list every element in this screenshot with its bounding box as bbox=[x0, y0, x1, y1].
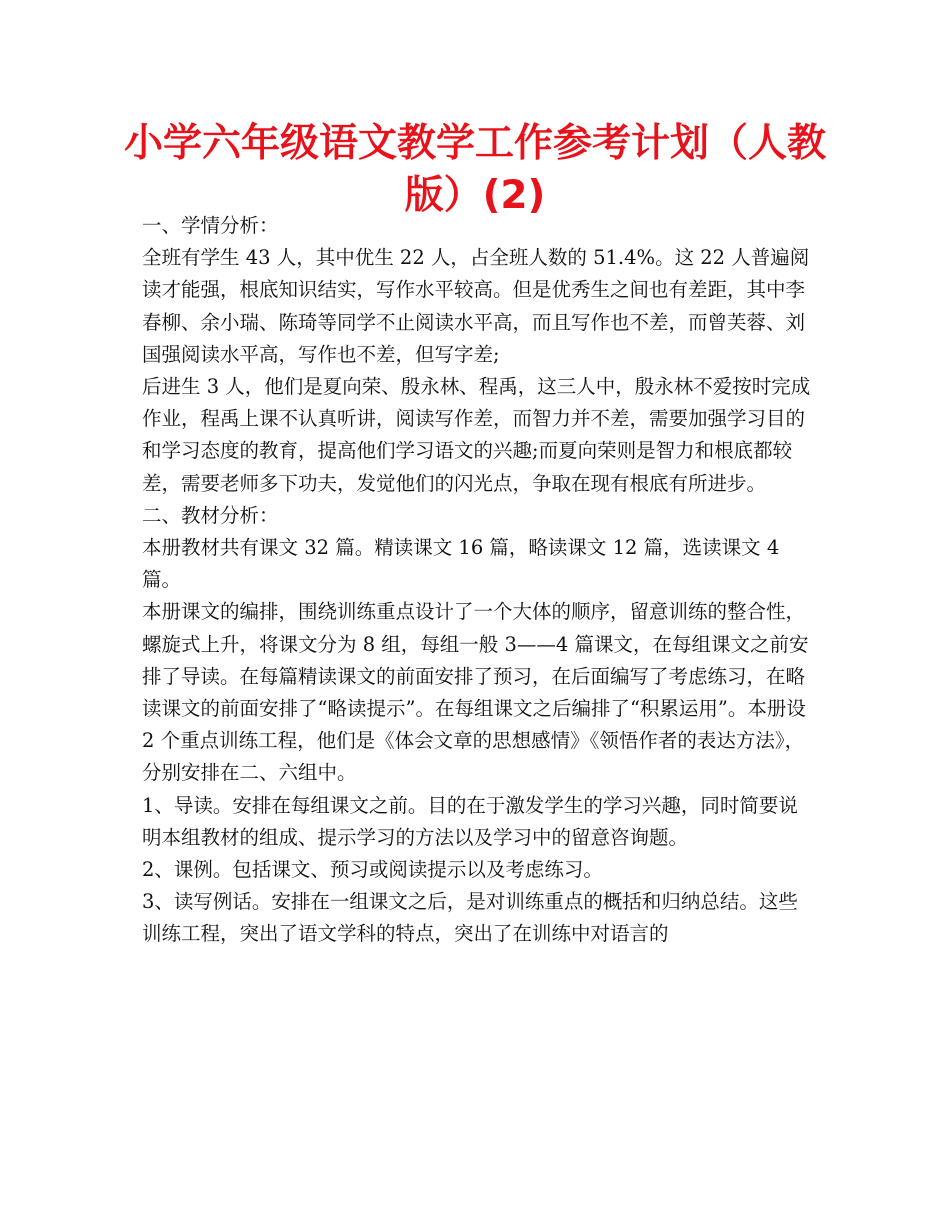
document-title: 小学六年级语文教学工作参考计划（人教版）(2) bbox=[123, 121, 826, 218]
list-item: 2、课例。包括课文、预习或阅读提示以及考虑练习。 bbox=[142, 858, 603, 882]
list-item: 1、导读。安排在每组课文之前。目的在于激发学生的学习兴趣，同时简要说明本组教材的组成、提示学习的方法以及学习中的留意咨询题。 bbox=[142, 793, 798, 849]
paragraph: 本册课文的编排，围绕训练重点设计了一个大体的顺序，留意训练的整合性，螺旋式上升，将课文分为 8 组，每组一般 3——4 篇课文，在每组课文之前安排了导读。在每篇精读课文的前面安排了预习，在后面编写了考虑练习，在略读课文的前面安排了“略读提示”。在每组课文之后编排了“积累运用”。本册设 2 个重点训练工程，他们是《体会文章的思想感情》《领悟作者的表达方法》，分别安排在二、六组中。 bbox=[142, 600, 809, 785]
section-heading-learning-analysis: 一、学情分析： bbox=[142, 214, 279, 237]
document-body bbox=[142, 210, 814, 951]
paragraph: 后进生 3 人，他们是夏向荣、殷永林、程禹，这三人中，殷永林不爱按时完成作业，程禹上课不认真听讲，阅读写作差，而智力并不差，需要加强学习目的和学习态度的教育，提高他们学习语文的兴趣;而夏向荣则是智力和根底都较差，需要老师多下功夫，发觉他们的闪光点，争取在现有根底有所进步。 bbox=[142, 375, 811, 495]
paragraph: 全班有学生 43 人，其中优生 22 人，占全班人数的 51.4%。这 22 人普遍阅读才能强，根底知识结实，写作水平较高。但是优秀生之间也有差距，其中李春柳、余小瑞、陈琦等同学不止阅读水平高，而且写作也不差，而曾芙蓉、刘国强阅读水平高，写作也不差，但写字差; bbox=[142, 246, 810, 366]
section-heading-textbook-analysis: 二、教材分析： bbox=[142, 503, 279, 527]
paragraph: 本册教材共有课文 32 篇。精读课文 16 篇，略读课文 12 篇，选读课文 4 篇。 bbox=[142, 536, 780, 592]
list-item: 3、读写例话。安排在一组课文之后，是对训练重点的概括和归纳总结。这些训练工程，突出了语文学科的特点，突出了在训练中对语言的 bbox=[142, 890, 798, 946]
